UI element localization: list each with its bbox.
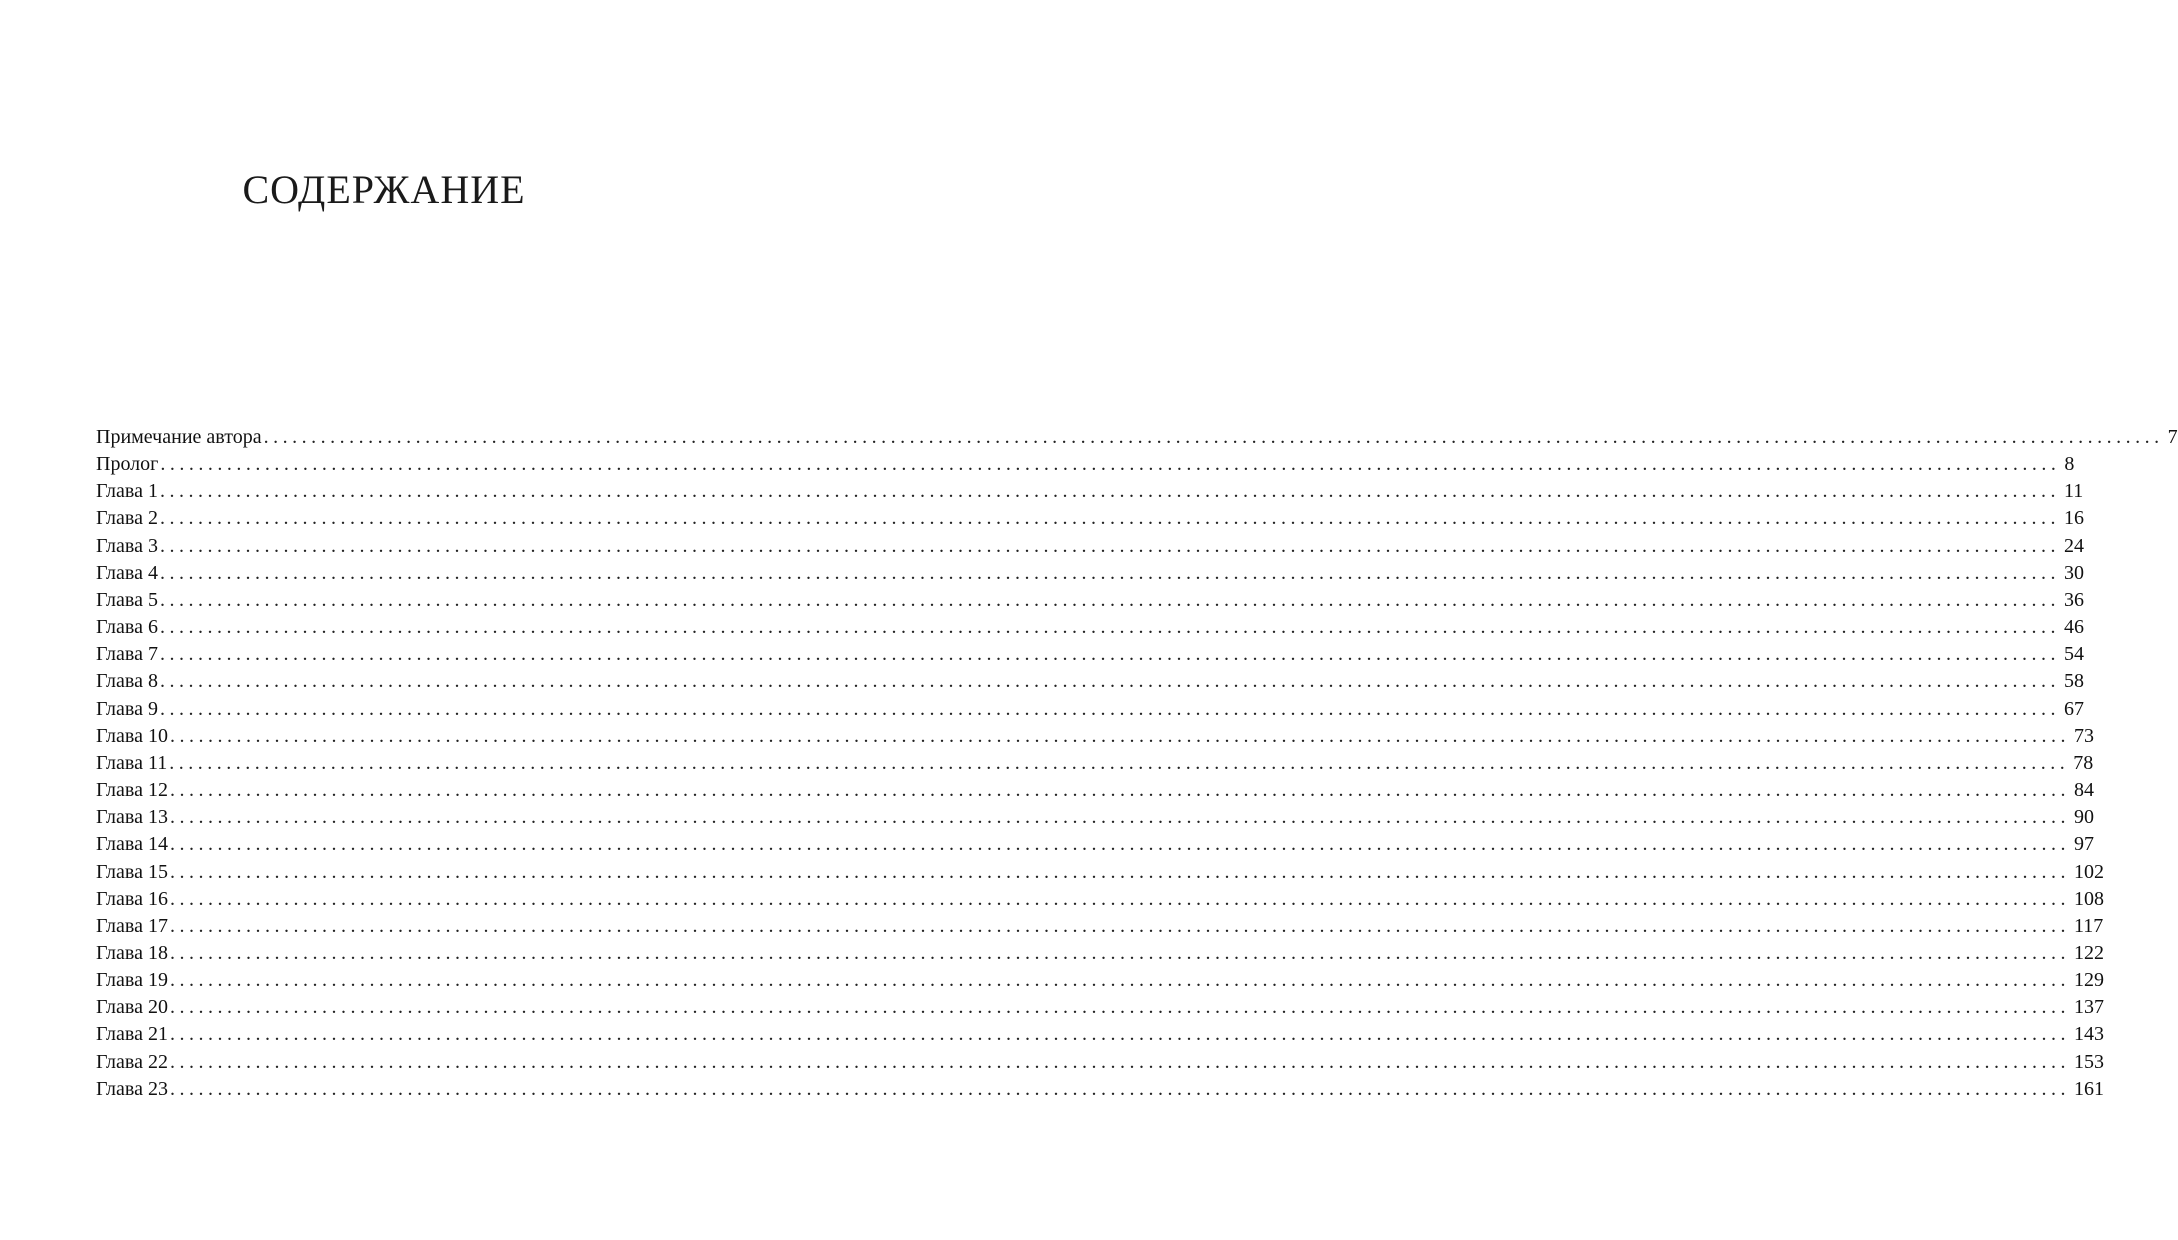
toc-entry (96, 940, 2104, 967)
dot-leader: ........................................................................................................................................................................................................ (159, 561, 2060, 584)
page-title: СОДЕРЖАНИЕ (242, 167, 526, 212)
toc-entry-title: Глава 17 (96, 914, 168, 937)
toc-entry-title: Глава 10 (96, 724, 168, 747)
toc-entry-title: Глава 22 (96, 1050, 168, 1073)
dot-leader: ........................................................................................................................................................................................................ (159, 507, 2060, 530)
toc-page-number: 84 (2073, 779, 2094, 802)
toc-entry-title: Глава 3 (96, 534, 158, 557)
toc-page-number: 46 (2063, 616, 2084, 639)
toc-page-number: 137 (2073, 996, 2104, 1019)
toc-entry-title: Глава 1 (96, 480, 158, 503)
dot-leader: ........................................................................................................................................................................................................ (169, 996, 2070, 1019)
toc-entry (96, 831, 2094, 858)
dot-leader: ........................................................................................................................................................................................................ (169, 941, 2070, 964)
dot-leader: ........................................................................................................................................................................................................ (169, 1023, 2070, 1046)
toc-page-number: 161 (2073, 1077, 2104, 1100)
toc-page-number: 58 (2063, 670, 2084, 693)
dot-leader: ........................................................................................................................................................................................................ (169, 1050, 2070, 1073)
toc-entry-title: Глава 16 (96, 887, 168, 910)
toc-page-number: 78 (2073, 751, 2094, 774)
toc-entry (96, 1049, 2104, 1076)
dot-leader: ........................................................................................................................................................................................................ (159, 697, 2060, 720)
dot-leader: ........................................................................................................................................................................................................ (159, 480, 2060, 503)
dot-leader: ........................................................................................................................................................................................................ (169, 806, 2070, 829)
toc-entry (96, 560, 2084, 587)
toc-entry (96, 533, 2084, 560)
dot-leader: ........................................................................................................................................................................................................ (169, 779, 2070, 802)
toc-entry-title: Глава 2 (96, 507, 158, 530)
toc-entry-title: Глава 19 (96, 969, 168, 992)
toc-entry (96, 723, 2094, 750)
toc-entry-title: Глава 21 (96, 1023, 168, 1046)
toc-entry (96, 451, 2075, 478)
toc-entry-title: Глава 23 (96, 1077, 168, 1100)
dot-leader: ........................................................................................................................................................................................................ (159, 670, 2060, 693)
toc-entry-title: Глава 4 (96, 561, 158, 584)
toc-entry-title: Глава 6 (96, 616, 158, 639)
toc-entry-title: Глава 9 (96, 697, 158, 720)
dot-leader: ........................................................................................................................................................................................................ (159, 643, 2060, 666)
toc-page-number: 30 (2063, 561, 2084, 584)
toc-page-number: 153 (2073, 1050, 2104, 1073)
dot-leader: ........................................................................................................................................................................................................ (169, 751, 2070, 774)
toc-page-number: 67 (2063, 697, 2084, 720)
toc-entry (96, 967, 2104, 994)
dot-leader: ........................................................................................................................................................................................................ (169, 969, 2070, 992)
toc-entry (96, 424, 2178, 451)
toc-page-number: 73 (2073, 724, 2094, 747)
toc-entry (96, 668, 2084, 695)
toc-entry (96, 641, 2084, 668)
dot-leader: ........................................................................................................................................................................................................ (159, 588, 2060, 611)
toc-entry-title: Глава 20 (96, 996, 168, 1019)
toc-page-number: 24 (2063, 534, 2084, 557)
toc-page-number: 90 (2073, 806, 2094, 829)
table-of-contents (96, 424, 2178, 1103)
dot-leader: ........................................................................................................................................................................................................ (159, 534, 2060, 557)
toc-page-number: 102 (2073, 860, 2104, 883)
dot-leader: ........................................................................................................................................................................................................ (159, 616, 2060, 639)
toc-entry (96, 587, 2084, 614)
toc-entry (96, 696, 2084, 723)
toc-entry-title: Глава 18 (96, 941, 168, 964)
dot-leader: ........................................................................................................................................................................................................ (169, 860, 2070, 883)
toc-entry (96, 614, 2084, 641)
toc-entry-title: Глава 11 (96, 751, 168, 774)
dot-leader: ........................................................................................................................................................................................................ (169, 1077, 2070, 1100)
dot-leader: ........................................................................................................................................................................................................ (169, 914, 2070, 937)
toc-page-number: 11 (2063, 480, 2084, 503)
toc-entry-title: Глава 12 (96, 779, 168, 802)
toc-page-number: 108 (2073, 887, 2104, 910)
toc-entry (96, 859, 2104, 886)
toc-page-number: 122 (2073, 941, 2104, 964)
toc-entry (96, 777, 2094, 804)
dot-leader: ........................................................................................................................................................................................................ (169, 833, 2070, 856)
toc-entry-title: Глава 13 (96, 806, 168, 829)
toc-entry (96, 994, 2104, 1021)
toc-entry (96, 1021, 2104, 1048)
toc-entry (96, 505, 2084, 532)
toc-entry-title: Пролог (96, 453, 159, 476)
toc-entry-title: Глава 15 (96, 860, 168, 883)
toc-page-number: 129 (2073, 969, 2104, 992)
toc-page-number: 7 (2167, 426, 2178, 448)
toc-entry (96, 478, 2084, 505)
toc-page-number: 117 (2073, 914, 2104, 937)
dot-leader: ........................................................................................................................................................................................................ (169, 724, 2070, 747)
dot-leader: ........................................................................................................................................................................................................ (169, 887, 2070, 910)
toc-entry (96, 804, 2094, 831)
toc-entry-title: Глава 8 (96, 670, 158, 693)
toc-page-number: 54 (2063, 643, 2084, 666)
toc-entry-title: Глава 7 (96, 643, 158, 666)
toc-entry (96, 750, 2094, 777)
toc-page-number: 97 (2073, 833, 2094, 856)
toc-entry-title: Примечание автора (96, 426, 262, 448)
toc-page-number: 16 (2063, 507, 2084, 530)
toc-entry (96, 1076, 2104, 1103)
toc-page-number: 36 (2063, 588, 2084, 611)
toc-entry (96, 886, 2104, 913)
dot-leader: ........................................................................................................................................................................................................ (263, 426, 2164, 448)
toc-page-number: 143 (2073, 1023, 2104, 1046)
toc-entry-title: Глава 5 (96, 588, 158, 611)
toc-entry (96, 913, 2104, 940)
dot-leader: ........................................................................................................................................................................................................ (160, 453, 2061, 476)
toc-page-number: 8 (2064, 453, 2075, 476)
toc-entry-title: Глава 14 (96, 833, 168, 856)
